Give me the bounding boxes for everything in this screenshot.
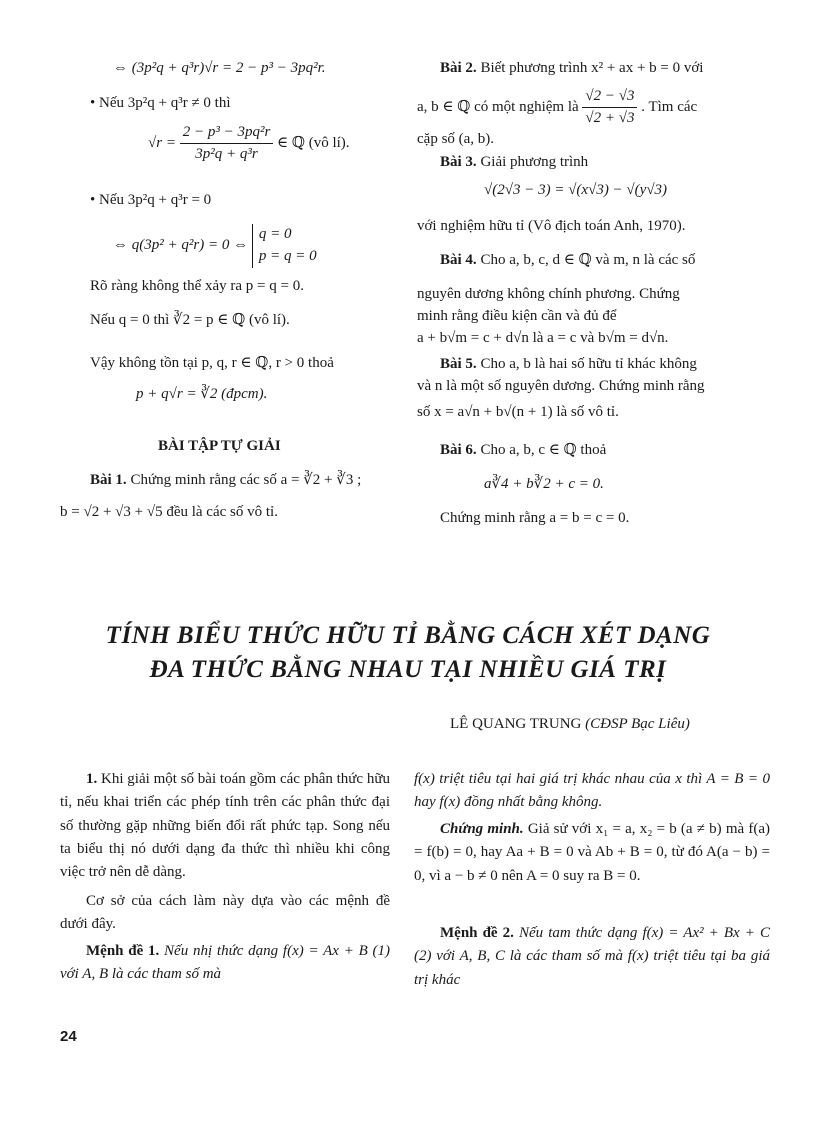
- case-brace: [252, 224, 317, 268]
- brace-line-2: p = q = 0: [258, 247, 317, 264]
- exercise-2-text-1: Biết phương trình x² + ax + b = 0 với: [480, 60, 704, 76]
- author-affiliation: (CĐSP Bạc Liêu): [585, 716, 690, 732]
- exercise-2-line-2: [417, 86, 697, 129]
- proposition-1-continued: f(x) triệt tiêu tại hai giá trị khác nhau của x thì A = B = 0 hay f(x) đồng nhất bằng không.: [414, 771, 770, 811]
- exercise-2-line-3: cặp số (a, b).: [417, 131, 495, 147]
- exercise-3-equation: √(2√3 − 3) = √(x√3) − √(y√3): [484, 182, 668, 198]
- exercise-4-line-3: minh rằng điều kiện cần và đủ để: [417, 308, 617, 324]
- paragraph-1-text: Khi giải một số bài toán gồm các phân thức hữu tỉ, nếu khai triển các phép tính trên các phân thức đại số thường gặp những biến đổi rất phức tạp. Song nếu ta biểu thị nó dưới dạng đa thức thì nhiều khi công việc trở nên dễ dàng.: [60, 771, 390, 880]
- exercise-3-line-2: với nghiệm hữu tỉ (Vô địch toán Anh, 1970).: [417, 218, 686, 234]
- fraction-1-numerator: 2 − p³ − 3pq²r: [180, 122, 274, 144]
- proposition-1: [60, 940, 390, 987]
- exercise-1-line-2: b = √2 + √3 + √5 đều là các số vô tỉ.: [60, 504, 278, 520]
- exercise-2-text-2b: . Tìm các: [641, 98, 698, 115]
- exercise-4-text-1: Cho a, b, c, d ∈ ℚ và m, n là các số: [480, 252, 696, 268]
- fraction-1-denominator: 3p²q + q³r: [195, 146, 258, 162]
- exercises-title: BÀI TẬP TỰ GIẢI: [158, 438, 281, 454]
- exercise-2-text-2a: a, b ∈ ℚ có một nghiệm là: [417, 98, 579, 115]
- exercise-5-line-3: số x = a√n + b√(n + 1) là số vô tỉ.: [417, 404, 619, 420]
- paragraph-1: [60, 768, 390, 884]
- page-number: 24: [60, 1028, 77, 1045]
- exercise-4-line-2: nguyên dương không chính phương. Chứng: [417, 286, 680, 302]
- article-title-line-2: ĐA THỨC BẰNG NHAU TẠI NHIỀU GIÁ TRỊ: [149, 656, 667, 683]
- final-equation: p + q√r = ∛2 (đpcm).: [136, 386, 268, 402]
- proposition-1-label: Mệnh đề 1.: [86, 943, 160, 959]
- exercise-6-text-1: Cho a, b, c ∈ ℚ thoả: [480, 442, 607, 458]
- exercise-6-line-2: Chứng minh rằng a = b = c = 0.: [440, 510, 630, 526]
- exercise-6-line-1: [440, 440, 606, 461]
- proposition-2-label: Mệnh đề 2.: [440, 925, 514, 941]
- exercise-3-label: Bài 3.: [440, 154, 477, 170]
- exercise-3-text-1: Giải phương trình: [480, 154, 589, 170]
- q-zero-statement: Nếu q = 0 thì ∛2 = p ∈ ℚ (vô lí).: [90, 312, 290, 328]
- exercise-6-equation: a∛4 + b∛2 + c = 0.: [484, 476, 604, 492]
- paragraph-1-number: 1.: [86, 771, 98, 787]
- exercise-5-text-1: Cho a, b là hai số hữu tỉ khác không: [480, 356, 697, 372]
- author-line: [450, 714, 690, 735]
- exercise-5-line-1: [440, 354, 697, 375]
- exercise-1-label: Bài 1.: [90, 472, 127, 488]
- equation-1: ⇔ (3p²q + q³r)√r = 2 − p³ − 3pq²r.: [113, 60, 326, 76]
- exercise-4-line-1: [440, 250, 695, 271]
- brace-line-1: q = 0: [258, 226, 292, 242]
- exercise-2-fraction: [582, 86, 637, 129]
- equation-2-text: ⇔ q(3p² + q²r) = 0 ⇔: [113, 237, 249, 254]
- proof-text: Giả sử với x₁ = a, x₂ = b (a ≠ b) mà f(a) = f(b) = 0, hay Aa + B = 0 và Ab + B = 0, từ đó A(a − b) = 0, vì a − b ≠ 0 nên A = 0 suy ra B = 0.: [414, 821, 771, 884]
- proposition-1-text: Nếu nhị thức dạng f(x) = Ax + B (1) với A, B là các tham số mà: [60, 943, 391, 983]
- exercise-2-line-1: [440, 58, 703, 79]
- case-2: • Nếu 3p²q + q³r = 0: [90, 192, 212, 208]
- equation-2: [113, 224, 317, 268]
- therefore-statement: Vậy không tồn tại p, q, r ∈ ℚ, r > 0 thoả: [90, 355, 334, 371]
- proof-label: Chứng minh.: [440, 821, 524, 837]
- proof: [414, 818, 770, 888]
- paragraph-2: Cơ sở của cách làm này dựa vào các mệnh đề dưới đây.: [60, 893, 390, 933]
- exercise-6-label: Bài 6.: [440, 442, 477, 458]
- proposition-2: [414, 922, 770, 992]
- sqrt-r-fraction: [148, 122, 350, 165]
- exercise-2-denominator: √2 + √3: [585, 110, 635, 126]
- exercise-4-line-4: a + b√m = c + d√n là a = c và b√m = d√n.: [417, 330, 669, 346]
- fraction-1-tail: ∈ ℚ (vô lí).: [277, 134, 350, 151]
- exercise-3-line-1: [440, 152, 588, 173]
- fraction-1: [180, 122, 274, 165]
- case-1: • Nếu 3p²q + q³r ≠ 0 thì: [90, 95, 231, 111]
- clear-statement: Rõ ràng không thể xảy ra p = q = 0.: [90, 278, 304, 294]
- proposition-2-text: Nếu tam thức dạng f(x) = Ax² + Bx + C (2) với A, B, C là các tham số mà f(x) triệt tiêu tại ba giá trị khác: [414, 925, 770, 988]
- exercise-1-text-1: Chứng minh rằng các số a = ∛2 + ∛3 ;: [130, 472, 362, 488]
- exercise-1-line-1: [90, 470, 361, 491]
- exercise-5-line-2: và n là một số nguyên dương. Chứng minh rằng: [417, 378, 705, 394]
- exercise-2-numerator: √2 − √3: [582, 86, 637, 108]
- sqrt-r: √r =: [148, 134, 176, 151]
- article-title-line-1: TÍNH BIỂU THỨC HỮU TỈ BẰNG CÁCH XÉT DẠNG: [105, 622, 711, 649]
- exercise-2-label: Bài 2.: [440, 60, 477, 76]
- exercise-4-label: Bài 4.: [440, 252, 477, 268]
- exercise-5-label: Bài 5.: [440, 356, 477, 372]
- author-name: LÊ QUANG TRUNG: [450, 716, 582, 732]
